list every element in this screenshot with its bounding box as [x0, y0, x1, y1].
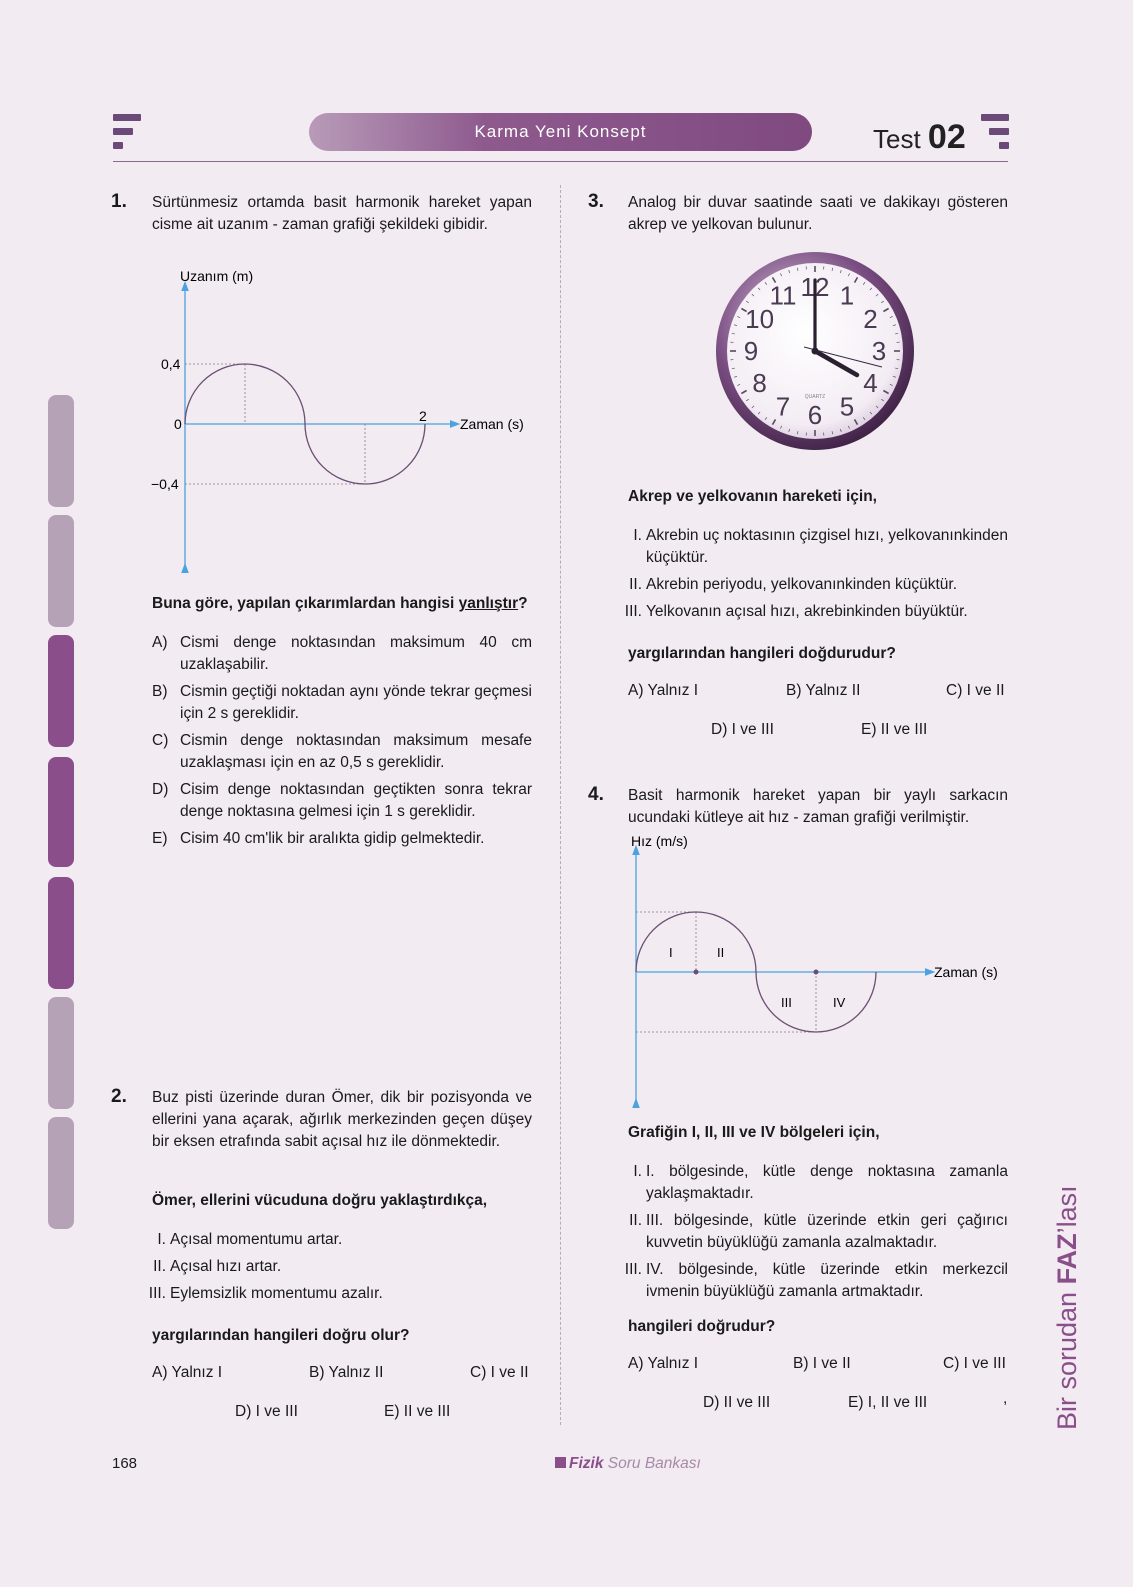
- q1-number: 1.: [111, 191, 127, 212]
- clock-numeral: 11: [769, 280, 797, 311]
- q4-answer-c[interactable]: C) I ve III: [943, 1355, 1006, 1372]
- q1-option-d[interactable]: D) Cisim denge noktasından geçtikten sonra tekrar denge noktasına gelmesi için 1 s gereklidir.: [152, 781, 532, 820]
- header-banner: [309, 113, 812, 151]
- q4-region-2: II: [717, 945, 725, 960]
- page-number: 168: [112, 1455, 138, 1472]
- clock-brand: QUARTZ: [804, 394, 826, 400]
- q3-number: 3.: [588, 191, 604, 212]
- clock-numeral: 1: [839, 280, 855, 311]
- q2-answer-d[interactable]: D) I ve III: [235, 1403, 298, 1420]
- q2-lead: Ömer, ellerini vücuduna doğru yaklaştırdıkça,: [152, 1192, 488, 1209]
- side-tab: [48, 515, 74, 627]
- clock-numeral: 8: [752, 368, 767, 398]
- clock-numeral: 4: [863, 368, 878, 398]
- q4-question: hangileri doğrudur?: [628, 1318, 776, 1335]
- side-tab: [48, 997, 74, 1109]
- q4-answer-a[interactable]: A) Yalnız I: [628, 1355, 699, 1372]
- q3-answer-e[interactable]: E) II ve III: [861, 721, 928, 738]
- q1-options: [152, 632, 532, 850]
- q2-item-3: III. Eylemsizlik momentumu azalır.: [148, 1285, 383, 1302]
- clock-numeral: 9: [743, 336, 759, 366]
- banner-title: Karma Yeni Konsept: [474, 122, 647, 141]
- q4-answer-d[interactable]: D) II ve III: [703, 1394, 771, 1411]
- clock-numeral: 7: [775, 391, 791, 422]
- footer-book: [555, 1455, 701, 1473]
- clock-numeral: 6: [807, 400, 823, 430]
- q4-xlabel: Zaman (s): [934, 964, 998, 980]
- q3-item-3: III. Yelkovanın açısal hızı, akrebinkinden büyüktür.: [624, 603, 968, 620]
- q1-question: Buna göre, yapılan çıkarımlardan hangisi yanlıştır?: [152, 595, 528, 612]
- side-tab-active: [48, 877, 74, 989]
- q3-item-1: I. Akrebin uç noktasının çizgisel hızı, yelkovanınkinden küçüktür.: [633, 527, 1008, 566]
- q4-graph: [628, 830, 1018, 1110]
- clock-numeral: 5: [839, 391, 855, 422]
- q4-items: [616, 1161, 1008, 1303]
- q4-item-1: I. I. bölgesinde, kütle denge noktasına zamanla yaklaşmaktadır.: [633, 1163, 1008, 1202]
- q4-point: [814, 970, 819, 975]
- q1-ylabel: Uzanım (m): [180, 268, 254, 284]
- side-tab: [48, 395, 74, 507]
- q3-items: [616, 525, 1008, 623]
- q4-region-4: IV: [833, 995, 846, 1010]
- footer-square: [555, 1457, 566, 1468]
- q2-number: 2.: [111, 1086, 127, 1107]
- q1-option-c[interactable]: C) Cismin denge noktasından maksimum mesafe uzaklaşması için en az 0,5 s gereklidir.: [152, 732, 532, 771]
- q4-answer-b[interactable]: B) I ve II: [793, 1355, 851, 1372]
- q1-x-mark: 2: [419, 408, 427, 424]
- q2-item-2: II. Açısal hızı artar.: [153, 1258, 282, 1275]
- q3-answer-d[interactable]: D) I ve III: [711, 721, 774, 738]
- side-slogan-highlight: FAZ: [1052, 1233, 1082, 1285]
- column-divider: [560, 185, 561, 1425]
- test-number: 02: [927, 118, 966, 156]
- q2-text: Buz pisti üzerinde duran Ömer, dik bir pozisyonda ve ellerini yana açarak, ağırlık merkezinden geçen düşey bir eksen etrafında sabit açısal hız ile dönmektedir.: [152, 1089, 532, 1150]
- q2-question: yargılarından hangileri doğru olur?: [152, 1327, 410, 1344]
- q3-answer-b[interactable]: B) Yalnız II: [786, 682, 861, 699]
- q1-y-zero: 0: [174, 416, 182, 432]
- q1-y-top: 0,4: [161, 356, 181, 372]
- q1-xlabel: Zaman (s): [460, 416, 524, 432]
- q4-item-3: III. IV. bölgesinde, kütle üzerinde etkin merkezcil ivmenin büyüklüğü zamanla artmaktadır.: [624, 1261, 1008, 1300]
- q4-number: 4.: [588, 784, 604, 805]
- q1-option-b[interactable]: B) Cismin geçtiği noktadan aynı yönde tekrar geçmesi için 2 s gereklidir.: [152, 683, 532, 722]
- q1-option-a[interactable]: A) Cismi denge noktasından maksimum 40 cm uzaklaşabilir.: [152, 634, 532, 673]
- q4-ylabel: Hız (m/s): [631, 833, 688, 849]
- clock-numeral: 3: [871, 336, 887, 366]
- q2-answer-e[interactable]: E) II ve III: [384, 1403, 451, 1420]
- q4-region-3: III: [781, 995, 792, 1010]
- stray-mark: ,: [1003, 1390, 1008, 1407]
- q2-item-1: I. Açısal momentumu artar.: [157, 1231, 343, 1248]
- clock-numeral: 2: [863, 304, 878, 334]
- q2-items: [140, 1229, 532, 1305]
- clock-numeral: 12: [800, 272, 830, 302]
- test-label: [873, 118, 966, 157]
- side-slogan: Bir sorudan FAZ’lası: [1052, 1185, 1082, 1430]
- q3-item-2: II. Akrebin periyodu, yelkovanınkinden küçüktür.: [629, 576, 958, 593]
- q2-answer-b[interactable]: B) Yalnız II: [309, 1364, 384, 1381]
- q4-text: Basit harmonik hareket yapan bir yaylı sarkacın ucundaki kütleye ait hız - zaman grafiği verilmiştir.: [628, 787, 1008, 826]
- q1-graph: [150, 262, 550, 582]
- test-word: Test: [873, 124, 921, 154]
- q1-y-bottom: −0,4: [151, 476, 179, 492]
- q3-answer-a[interactable]: A) Yalnız I: [628, 682, 699, 699]
- q3-answer-c[interactable]: C) I ve II: [946, 682, 1005, 699]
- side-tab-active: [48, 757, 74, 867]
- q1-option-e[interactable]: E) Cisim 40 cm'lik bir aralıkta gidip gelmektedir.: [152, 830, 485, 847]
- q4-lead: Grafiğin I, II, III ve IV bölgeleri için,: [628, 1124, 880, 1141]
- q2-answer-a[interactable]: A) Yalnız I: [152, 1364, 223, 1381]
- clock-image: [714, 250, 920, 456]
- footer-book-title: Soru Bankası: [607, 1455, 701, 1472]
- side-tab: [48, 1117, 74, 1229]
- q3-lead: Akrep ve yelkovanın hareketi için,: [628, 488, 877, 505]
- q4-item-2: II. III. bölgesinde, kütle üzerinde etkin geri çağırıcı kuvvetin büyüklüğü zamanla azalmaktadır.: [629, 1212, 1008, 1251]
- q4-region-1: I: [669, 945, 673, 960]
- q3-text: Analog bir duvar saatinde saati ve dakikayı gösteren akrep ve yelkovan bulunur.: [628, 194, 1008, 233]
- clock-center: [812, 348, 819, 355]
- q1-underline: yanlıştır: [458, 595, 519, 612]
- side-tab-active: [48, 635, 74, 747]
- footer-subject: Fizik: [569, 1455, 604, 1472]
- q3-question: yargılarından hangileri doğdurudur?: [628, 645, 896, 662]
- q2-answer-c[interactable]: C) I ve II: [470, 1364, 529, 1381]
- q1-text: Sürtünmesiz ortamda basit harmonik hareket yapan cisme ait uzanım - zaman grafiği şekildeki gibidir.: [152, 194, 532, 233]
- clock-numeral: 10: [745, 304, 775, 334]
- header-rule: [113, 161, 1008, 162]
- q4-point: [694, 970, 699, 975]
- q4-answer-e[interactable]: E) I, II ve III: [848, 1394, 928, 1411]
